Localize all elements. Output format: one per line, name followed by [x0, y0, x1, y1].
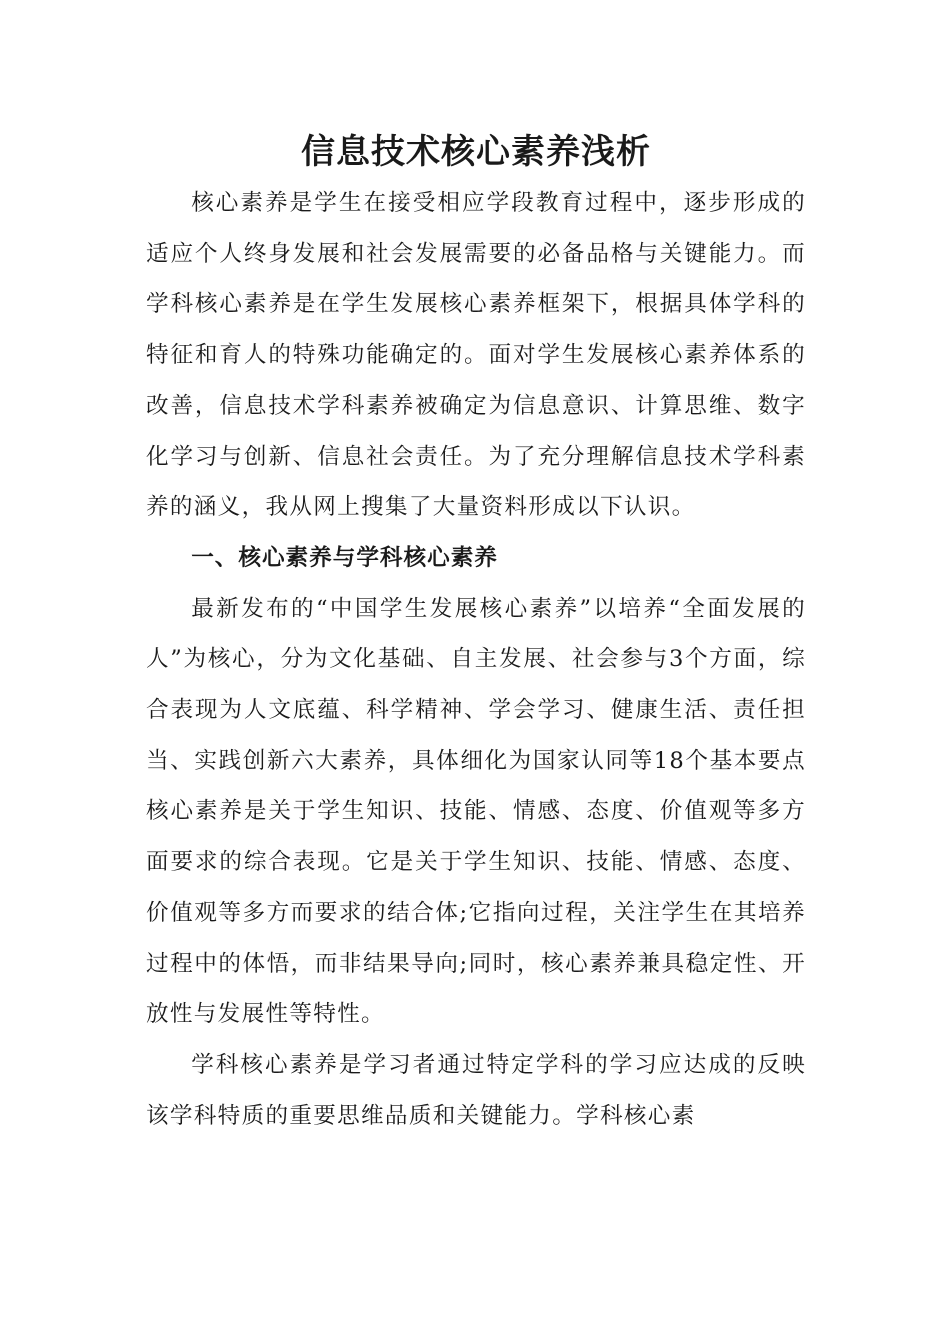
- paragraph-core-literacy: 最新发布的“中国学生发展核心素养”以培养“全面发展的人”为核心，分为文化基础、自主发展、社会参与3个方面，综合表现为人文底蕴、科学精神、学会学习、健康生活、责任担当、实践创新六大素养，具体细化为国家认同等18个基本要点核心素养是关于学生知识、技能、情感、态度、价值观等多方面要求的综合表现。它是关于学生知识、技能、情感、态度、价值观等多方而要求的结合体;它指向过程，关注学生在其培养过程中的体悟，而非结果导向;同时，核心素养兼具稳定性、开放性与发展性等特性。: [146, 595, 806, 1028]
- paragraph-subject-literacy: 学科核心素养是学习者通过特定学科的学习应达成的反映该学科特质的重要思维品质和关键能力。学科核心素: [146, 1051, 806, 1129]
- paragraph-intro: 核心素养是学生在接受相应学段教育过程中，逐步形成的适应个人终身发展和社会发展需要的必备品格与关键能力。而学科核心素养是在学生发展核心素养框架下，根据具体学科的特征和育人的特殊功能确定的。面对学生发展核心素养体系的改善，信息技术学科素养被确定为信息意识、计算思维、数字化学习与创新、信息社会责任。为了充分理解信息技术学科素养的涵义，我从网上搜集了大量资料形成以下认识。: [146, 190, 806, 521]
- document-title: 信息技术核心素养浅析: [301, 132, 651, 172]
- section-heading: 一、核心素养与学科核心素养: [191, 544, 498, 571]
- document-page: [146, 126, 806, 1141]
